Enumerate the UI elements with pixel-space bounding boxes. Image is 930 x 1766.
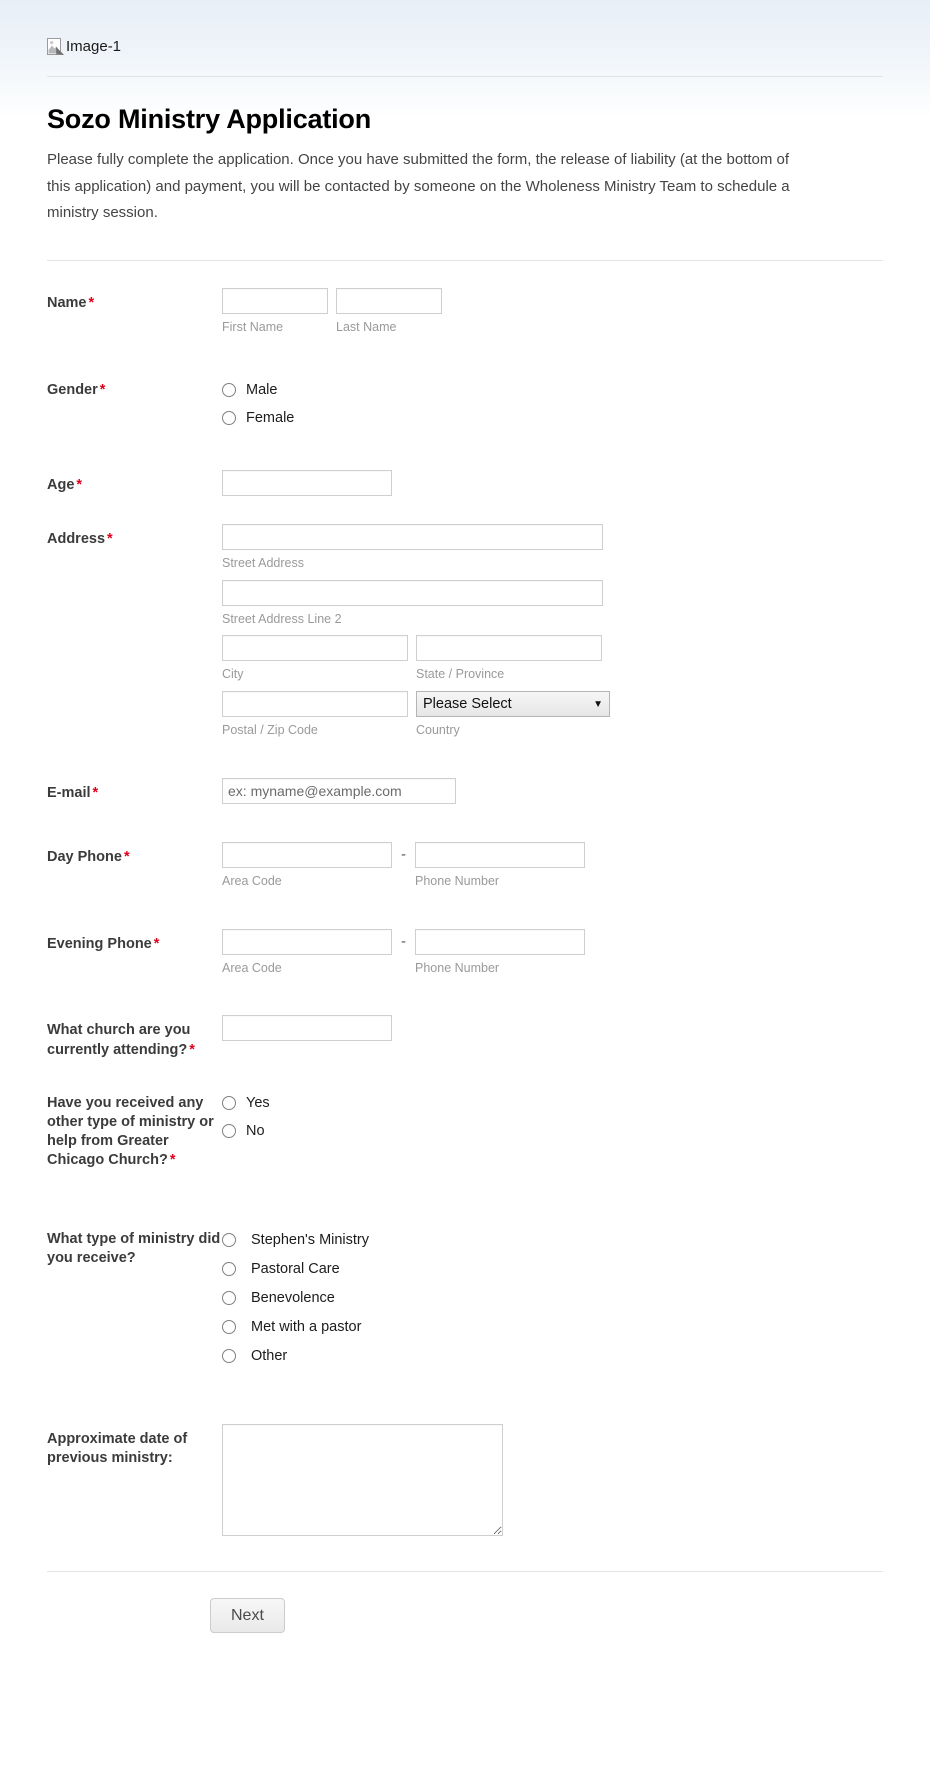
- control-other-ministry: [222, 1088, 883, 1145]
- ministry-type-option-label: Stephen's Ministry: [251, 1231, 370, 1248]
- postal-code-input[interactable]: [222, 691, 408, 717]
- evening-phone-area-sub-label: Area Code: [222, 960, 282, 975]
- gender-option-female[interactable]: [222, 405, 883, 432]
- label-age: [47, 470, 222, 495]
- label-ministry-type-text: What type of ministry did you receive?: [47, 1231, 221, 1267]
- label-other-ministry: [47, 1088, 222, 1171]
- previous-date-textarea[interactable]: [222, 1424, 503, 1536]
- label-evening-phone: [47, 929, 222, 954]
- radio-icon[interactable]: [222, 1124, 236, 1138]
- field-row-day-phone: [47, 831, 883, 902]
- control-evening-phone: [222, 929, 883, 978]
- form-body: [47, 261, 883, 1547]
- label-church: [47, 1015, 222, 1059]
- label-previous-date: [47, 1424, 222, 1468]
- evening-phone-pair: [222, 929, 883, 978]
- field-row-previous-date: [47, 1413, 883, 1547]
- last-name-input[interactable]: [336, 288, 442, 314]
- page-title: Sozo Ministry Application: [47, 104, 372, 134]
- field-row-gender: [47, 364, 883, 443]
- spacer: [47, 1197, 883, 1213]
- country-select-wrap[interactable]: [416, 691, 610, 717]
- postal-country-row: [222, 691, 883, 740]
- required-asterisk: *: [92, 784, 99, 801]
- country-cell: [416, 691, 610, 740]
- day-phone-number-input[interactable]: [415, 842, 585, 868]
- label-gender: [47, 375, 222, 400]
- label-evening-phone-text: Evening Phone: [47, 935, 152, 952]
- radio-icon[interactable]: [222, 1349, 236, 1363]
- spacer: [47, 815, 883, 831]
- logo-row: [47, 0, 883, 55]
- first-name-input[interactable]: [222, 288, 328, 314]
- street-address-cell: [222, 524, 883, 573]
- day-phone-number-sub-label: Phone Number: [415, 873, 500, 888]
- label-day-phone-text: Day Phone: [47, 848, 122, 865]
- field-row-other-ministry: [47, 1077, 883, 1182]
- evening-phone-separator: -: [401, 932, 406, 950]
- chevron-down-icon: ▼: [593, 698, 603, 710]
- ministry-type-radio-group: [222, 1224, 883, 1370]
- age-input[interactable]: [222, 470, 392, 496]
- city-sub-label: City: [222, 667, 244, 682]
- label-address: [47, 524, 222, 549]
- field-row-address: [47, 513, 883, 751]
- required-asterisk: *: [169, 1152, 176, 1169]
- radio-icon[interactable]: [222, 1096, 236, 1110]
- spacer: [47, 1381, 883, 1397]
- field-row-evening-phone: [47, 918, 883, 989]
- city-state-row: [222, 635, 883, 684]
- broken-image-icon: [47, 38, 64, 56]
- label-day-phone: [47, 842, 222, 867]
- ministry-type-option-stephens-ministry[interactable]: [222, 1226, 883, 1254]
- spacer: [47, 988, 883, 1004]
- radio-icon[interactable]: [222, 1320, 236, 1334]
- form-footer: [47, 1572, 883, 1673]
- radio-icon[interactable]: [222, 1291, 236, 1305]
- other-ministry-option-yes[interactable]: [222, 1090, 883, 1117]
- control-name: [222, 288, 883, 337]
- evening-phone-area-cell: [222, 929, 392, 978]
- label-church-text: What church are you currently attending?: [47, 1022, 191, 1058]
- name-pair: [222, 288, 883, 337]
- field-row-email: [47, 767, 883, 815]
- ministry-type-option-pastoral-care[interactable]: [222, 1255, 883, 1283]
- day-phone-area-sub-label: Area Code: [222, 873, 282, 888]
- other-ministry-option-no[interactable]: [222, 1118, 883, 1145]
- ministry-type-option-benevolence[interactable]: [222, 1284, 883, 1312]
- last-name-cell: [336, 288, 442, 337]
- other-ministry-option-label: Yes: [246, 1094, 270, 1111]
- last-name-sub-label: Last Name: [336, 320, 397, 335]
- city-cell: [222, 635, 408, 684]
- day-phone-area-code-input[interactable]: [222, 842, 392, 868]
- day-phone-separator: -: [401, 845, 406, 863]
- spacer: [47, 902, 883, 918]
- first-name-sub-label: First Name: [222, 320, 284, 335]
- label-address-text: Address: [47, 530, 106, 547]
- spacer: [47, 1397, 883, 1413]
- spacer: [47, 348, 883, 364]
- required-asterisk: *: [189, 1041, 195, 1058]
- control-day-phone: [222, 842, 883, 891]
- required-asterisk: *: [123, 848, 130, 865]
- evening-phone-number-cell: [415, 929, 585, 978]
- first-name-cell: [222, 288, 328, 337]
- state-cell: [416, 635, 602, 684]
- field-row-ministry-type: [47, 1213, 883, 1381]
- ministry-type-option-label: Met with a pastor: [251, 1318, 362, 1335]
- required-asterisk: *: [107, 530, 113, 547]
- ministry-type-option-label: Pastoral Care: [251, 1260, 340, 1277]
- street-address-2-cell: [222, 580, 883, 629]
- page-subtitle: Please fully complete the application. Once you have submitted the form, the release of liability (at the bottom of this application) and payment, you will be contacted by someone on the Wholeness Ministry Team to schedule a ministry session.: [47, 151, 790, 221]
- label-gender-text: Gender: [47, 381, 98, 398]
- broken-image-alt-text: Image-1: [66, 38, 122, 55]
- state-input[interactable]: [416, 635, 602, 661]
- control-age: [222, 470, 883, 496]
- gender-option-label: Female: [246, 410, 295, 427]
- title-block: [47, 77, 883, 226]
- postal-cell: [222, 691, 408, 740]
- gender-option-label: Male: [246, 382, 278, 399]
- ministry-type-option-label: Benevolence: [251, 1289, 335, 1306]
- label-previous-date-text: Approximate date of previous ministry:: [47, 1431, 188, 1467]
- radio-icon[interactable]: [222, 383, 236, 397]
- control-previous-date: [222, 1424, 883, 1536]
- label-ministry-type: [47, 1224, 222, 1268]
- radio-icon[interactable]: [222, 1262, 236, 1276]
- control-church: [222, 1015, 883, 1041]
- required-asterisk: *: [99, 381, 106, 398]
- spacer: [47, 443, 883, 459]
- street-address-2-input[interactable]: [222, 580, 603, 606]
- country-sub-label: Country: [416, 723, 460, 738]
- control-gender: [222, 375, 883, 432]
- next-button[interactable]: Next: [210, 1598, 285, 1633]
- gender-radio-group: [222, 375, 883, 432]
- state-sub-label: State / Province: [416, 667, 505, 682]
- required-asterisk: *: [76, 476, 83, 493]
- ministry-type-option-met-with-a-pastor[interactable]: [222, 1313, 883, 1341]
- street-address-2-sub-label: Street Address Line 2: [222, 611, 342, 626]
- postal-sub-label: Postal / Zip Code: [222, 723, 318, 738]
- field-row-church: [47, 1004, 883, 1070]
- gender-option-male[interactable]: [222, 377, 883, 404]
- radio-icon[interactable]: [222, 1233, 236, 1247]
- evening-phone-number-sub-label: Phone Number: [415, 960, 500, 975]
- ministry-type-option-other[interactable]: [222, 1342, 883, 1370]
- evening-phone-number-input[interactable]: [415, 929, 585, 955]
- other-ministry-option-label: No: [246, 1122, 265, 1139]
- label-email: [47, 778, 222, 803]
- evening-phone-area-code-input[interactable]: [222, 929, 392, 955]
- email-input[interactable]: [222, 778, 456, 804]
- required-asterisk: *: [153, 935, 160, 952]
- field-row-name: [47, 277, 883, 348]
- other-ministry-radio-group: [222, 1088, 883, 1145]
- ministry-type-option-label: Other: [251, 1347, 288, 1364]
- label-age-text: Age: [47, 476, 75, 493]
- control-ministry-type: [222, 1224, 883, 1370]
- label-name: [47, 288, 222, 313]
- spacer: [47, 1181, 883, 1197]
- field-row-age: [47, 459, 883, 507]
- label-email-text: E-mail: [47, 784, 91, 801]
- broken-image-placeholder: [47, 38, 121, 56]
- radio-icon[interactable]: [222, 411, 236, 425]
- day-phone-number-cell: [415, 842, 585, 891]
- control-address: [222, 524, 883, 740]
- day-phone-area-cell: [222, 842, 392, 891]
- control-email: [222, 778, 883, 804]
- spacer: [47, 751, 883, 767]
- country-select[interactable]: [416, 691, 610, 717]
- label-other-ministry-text: Have you received any other type of ministry or help from Greater Chicago Church?: [47, 1094, 214, 1169]
- city-input[interactable]: [222, 635, 408, 661]
- label-name-text: Name: [47, 295, 87, 312]
- day-phone-pair: [222, 842, 883, 891]
- street-address-sub-label: Street Address: [222, 555, 304, 570]
- required-asterisk: *: [88, 295, 95, 312]
- church-input[interactable]: [222, 1015, 392, 1041]
- street-address-input[interactable]: [222, 524, 603, 550]
